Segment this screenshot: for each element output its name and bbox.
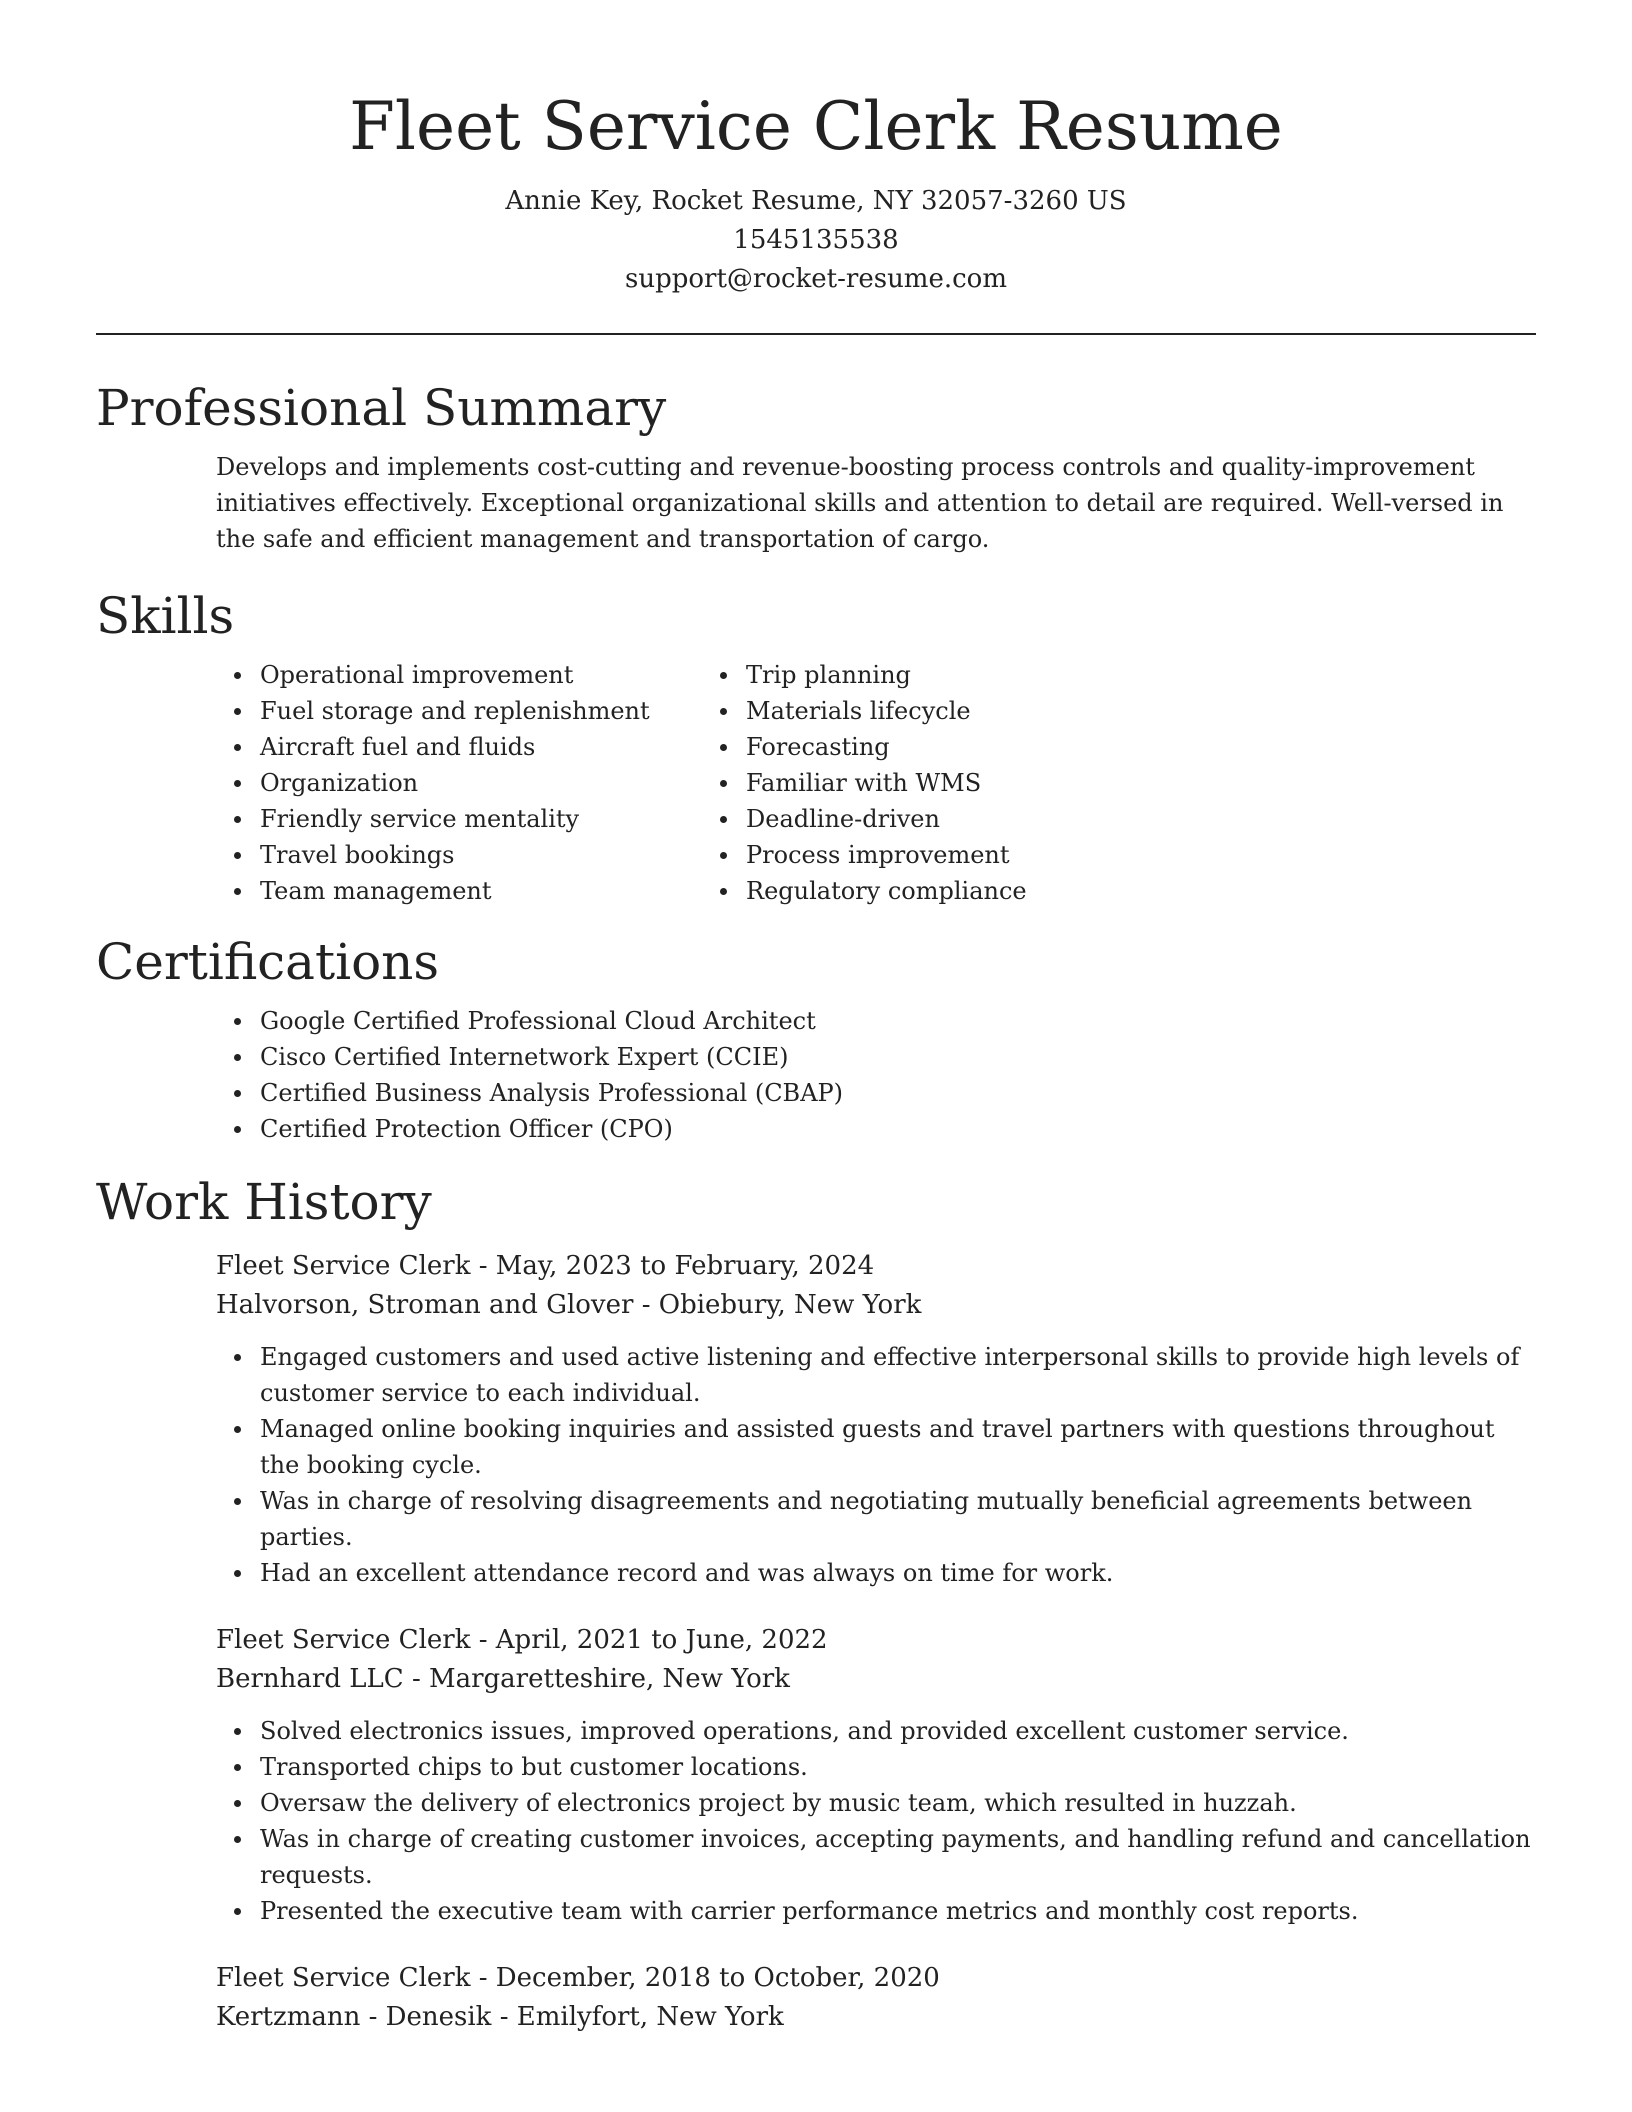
certification-item: Certified Business Analysis Professional (CBAP) <box>260 1075 1536 1111</box>
job-entry <box>216 1959 1536 2037</box>
skills-heading: Skills <box>96 587 235 645</box>
job-title-line: Fleet Service Clerk - April, 2021 to June, 2022 <box>216 1625 828 1655</box>
certification-item: Certified Protection Officer (CPO) <box>260 1111 1536 1147</box>
skill-item: Trip planning <box>746 657 1396 693</box>
skill-item: Regulatory compliance <box>746 873 1396 909</box>
skills-column-right <box>746 657 1396 909</box>
job-bullets <box>216 1339 1536 1591</box>
skill-item: Forecasting <box>746 729 1396 765</box>
skill-item: Team management <box>260 873 746 909</box>
summary-heading: Professional Summary <box>96 379 667 437</box>
skill-item: Process improvement <box>746 837 1396 873</box>
job-bullet: Solved electronics issues, improved operations, and provided excellent customer service. <box>260 1713 1536 1749</box>
skill-item: Materials lifecycle <box>746 693 1396 729</box>
certifications-list <box>96 1003 1536 1147</box>
job-bullet: Transported chips to but customer locations. <box>260 1749 1536 1785</box>
job-bullet: Presented the executive team with carrier performance metrics and monthly cost reports. <box>260 1893 1536 1929</box>
job-bullet: Was in charge of resolving disagreements and negotiating mutually beneficial agreements between parties. <box>260 1483 1536 1555</box>
contact-address: Annie Key, Rocket Resume, NY 32057-3260 US <box>505 186 1127 216</box>
job-title-line: Fleet Service Clerk - May, 2023 to February, 2024 <box>216 1251 875 1281</box>
job-bullet: Was in charge of creating customer invoices, accepting payments, and handling refund and cancellation requests. <box>260 1821 1536 1893</box>
job-company-line: Halvorson, Stroman and Glover - Obiebury, New York <box>216 1290 922 1320</box>
skills-column-left <box>96 657 746 909</box>
job-bullet: Engaged customers and used active listening and effective interpersonal skills to provide high levels of customer service to each individual. <box>260 1339 1536 1411</box>
skill-item: Organization <box>260 765 746 801</box>
skills-list-right <box>746 657 1396 909</box>
contact-block <box>96 182 1536 299</box>
job-entry <box>216 1621 1536 1929</box>
resume-page <box>96 0 1536 2037</box>
skill-item: Operational improvement <box>260 657 746 693</box>
work-history-section <box>96 1169 1536 2037</box>
skill-item: Aircraft fuel and fluids <box>260 729 746 765</box>
resume-title: Fleet Service Clerk Resume <box>349 88 1283 165</box>
contact-phone: 1545135538 <box>733 225 899 255</box>
skill-item: Travel bookings <box>260 837 746 873</box>
summary-text: Develops and implements cost-cutting and revenue-boosting process controls and quality-improvement initiatives effectively. Exceptional organizational skills and attention to detail are required. Well-versed in the safe and efficient management and transportation of cargo. <box>216 453 1504 553</box>
skills-list-left <box>96 657 746 909</box>
job-entry <box>216 1247 1536 1591</box>
work-history-heading: Work History <box>96 1173 432 1231</box>
job-bullet: Oversaw the delivery of electronics project by music team, which resulted in huzzah. <box>260 1785 1536 1821</box>
resume-header <box>96 0 1536 299</box>
job-company-line: Kertzmann - Denesik - Emilyfort, New York <box>216 2002 784 2032</box>
summary-section <box>96 375 1536 557</box>
certification-item: Google Certified Professional Cloud Architect <box>260 1003 1536 1039</box>
job-bullet-list <box>216 1339 1536 1591</box>
skills-columns <box>96 657 1536 909</box>
job-bullet-list <box>216 1713 1536 1929</box>
certifications-heading: Certifications <box>96 933 440 991</box>
job-company-line: Bernhard LLC - Margaretteshire, New York <box>216 1664 790 1694</box>
job-bullets <box>216 1713 1536 1929</box>
skills-section <box>96 583 1536 909</box>
skill-item: Deadline-driven <box>746 801 1396 837</box>
header-divider <box>96 333 1536 335</box>
job-title-line: Fleet Service Clerk - December, 2018 to October, 2020 <box>216 1963 940 1993</box>
contact-email: support@rocket-resume.com <box>624 264 1007 294</box>
skill-item: Friendly service mentality <box>260 801 746 837</box>
job-bullet: Had an excellent attendance record and was always on time for work. <box>260 1555 1536 1591</box>
job-bullet: Managed online booking inquiries and assisted guests and travel partners with questions throughout the booking cycle. <box>260 1411 1536 1483</box>
certifications-section <box>96 929 1536 1147</box>
skill-item: Fuel storage and replenishment <box>260 693 746 729</box>
certification-item: Cisco Certified Internetwork Expert (CCIE) <box>260 1039 1536 1075</box>
skill-item: Familiar with WMS <box>746 765 1396 801</box>
